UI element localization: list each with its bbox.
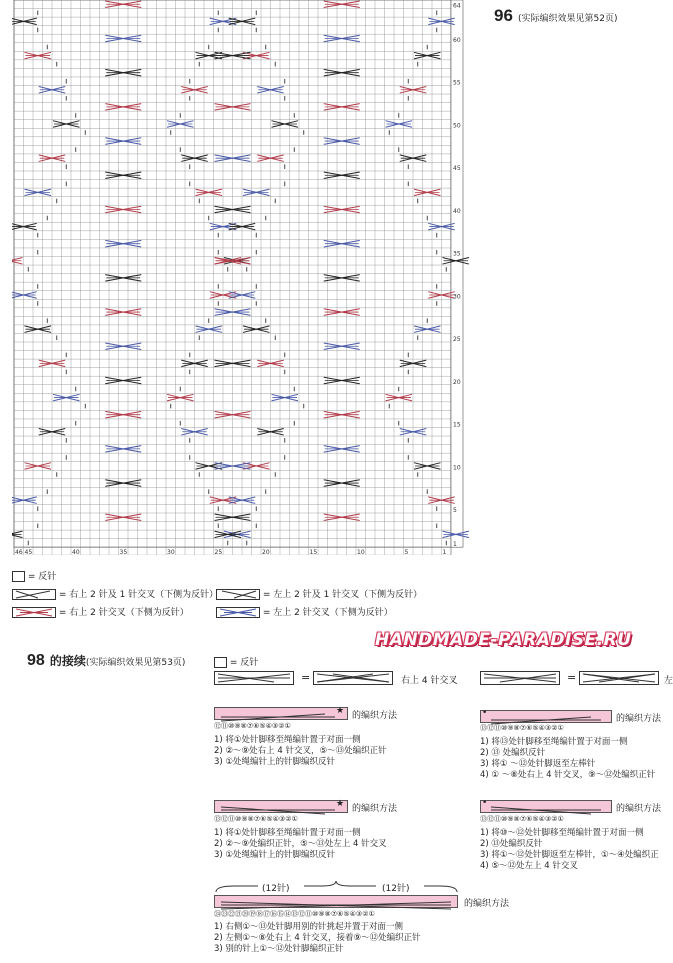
cable-4-symbol-a xyxy=(214,671,294,685)
method-diagram-4 xyxy=(480,800,612,813)
col-label: 1 xyxy=(442,549,447,555)
col-label: 15 xyxy=(309,549,318,555)
watermark: HANDMADE-PARADISE.RU xyxy=(375,630,632,650)
cable-right-label: 右上 4 针交叉 xyxy=(401,676,458,686)
method-label-1: 的编织方法 xyxy=(352,711,398,721)
row-label: 55 xyxy=(453,79,461,87)
stitch-numbers-1: ⑫⑪⑩⑨⑧⑦⑥⑤④③②① xyxy=(214,722,291,730)
row-label: 60 xyxy=(453,36,461,44)
stitch-numbers-5: ㉔㉓㉒㉑⑳⑲⑱⑰⑯⑮⑭⑬⑫⑪⑩⑨⑧⑦⑥⑤④③②① xyxy=(214,910,375,918)
span-label-right: (12针) xyxy=(382,884,410,894)
legend-item-2: = 左上 2 针及 1 针交叉（下侧为反针） xyxy=(216,587,422,600)
stitch-numbers-3: ⑬⑫⑪⑩⑨⑧⑦⑥⑤④③②① xyxy=(214,815,298,823)
chart-96-title: 96 (实际编织效果见第52页) xyxy=(494,6,618,25)
row-label: 1 xyxy=(453,541,457,549)
row-label: 50 xyxy=(453,122,461,130)
left-cable-2-1-icon xyxy=(216,589,260,600)
span-label-left: (12针) xyxy=(262,884,290,894)
cable-4-symbol-c xyxy=(480,671,560,685)
row-label: 15 xyxy=(453,421,461,429)
section-98-title: 98 的接续(实际编织效果见第53页) xyxy=(27,652,186,669)
row-label: 64 xyxy=(453,2,461,10)
method-steps-3: 1) 将①处针脚移至绳编针置于对面一侧 2) ②～⑨处编织正针，⑤～⑬处左上 4 针交叉 3) ①处绳编针上的针脚编织反针 xyxy=(214,828,387,860)
left-cable-2-2-icon xyxy=(216,607,260,618)
stitch-numbers-2: ⑬⑫⑪⑩⑨⑧⑦⑥⑤④③②① xyxy=(480,724,564,732)
method-label-2: 的编织方法 xyxy=(616,714,662,724)
method-label-4: 的编织方法 xyxy=(616,804,662,814)
knitting-chart-96 xyxy=(12,0,472,555)
right-cable-2-1-icon xyxy=(12,589,56,600)
method-steps-4: 1) 将⑩～⑫处针脚移至绳编针置于对面一侧 2) ⑬处编织反针 3) 将①～⑫处针脚返至左棒针，①～④处编织正 4) ⑤～⑫处左上 4 针交叉 xyxy=(480,828,659,871)
col-label: 46 xyxy=(15,549,23,555)
row-label: 45 xyxy=(453,165,461,172)
col-label: 20 xyxy=(262,549,270,555)
method-steps-1: 1) 将①处针脚移至绳编针置于对面一侧 2) ②～⑨处右上 4 针交叉，⑤～⑬处编织正针 3) ①处绳编针上的针脚编织反针 xyxy=(214,735,387,767)
legend-purl: = 反针 xyxy=(12,569,56,582)
method-label-5: 的编织方法 xyxy=(464,899,510,909)
cable-4-symbol-d xyxy=(579,671,659,685)
method-label-3: 的编织方法 xyxy=(352,804,398,814)
col-label: 35 xyxy=(119,549,128,555)
col-label: 45 xyxy=(24,549,33,555)
legend-item-4: = 左上 2 针交叉（下侧为反针） xyxy=(216,605,393,618)
star-icon: ★ xyxy=(336,706,345,716)
row-label: 40 xyxy=(453,207,461,215)
row-label: 35 xyxy=(453,250,461,258)
col-label: 25 xyxy=(214,549,223,555)
col-label: 40 xyxy=(72,549,80,555)
span-brace xyxy=(214,880,459,894)
right-cable-2-2-icon xyxy=(12,607,56,618)
stitch-numbers-4: ⑬⑫⑪⑩⑨⑧⑦⑥⑤④③②① xyxy=(480,815,564,823)
purl-symbol-icon xyxy=(12,571,25,582)
star-icon: ★ xyxy=(336,799,345,809)
row-label: 30 xyxy=(453,293,461,301)
method-steps-2: 1) 将⑬处针脚移至绳编针置于对面一侧 2) ⑬ 处编织反针 3) 将① ～⑫处针脚返至左棒针 4) ① ～⑧处右上 4 针交叉，⑨～⑫处编织正针 xyxy=(480,737,656,780)
purl-symbol-icon xyxy=(214,657,227,668)
legend-item-1: = 右上 2 针及 1 针交叉（下侧为反针） xyxy=(12,587,218,600)
dot-icon: • xyxy=(482,708,488,718)
col-label: 10 xyxy=(357,549,365,555)
col-label: 5 xyxy=(404,549,409,555)
cable-left-label: 左 xyxy=(664,676,673,686)
legend-item-3: = 右上 2 针交叉（下侧为反针） xyxy=(12,605,189,618)
method-diagram-1 xyxy=(214,707,348,720)
col-label: 30 xyxy=(167,549,175,555)
row-label: 10 xyxy=(453,464,461,472)
equals-sign: = xyxy=(301,671,311,684)
legend-98-purl: = 反针 xyxy=(214,655,258,668)
equals-sign: = xyxy=(567,671,577,684)
row-label: 5 xyxy=(453,507,457,514)
row-label: 25 xyxy=(453,336,461,343)
dot-icon: • xyxy=(482,798,488,808)
method-diagram-5 xyxy=(214,895,458,908)
row-label: 20 xyxy=(453,378,461,386)
cable-4-symbol-b xyxy=(313,671,393,685)
method-diagram-3 xyxy=(214,800,348,813)
method-steps-5: 1) 右侧①～⑬处针脚用别的针挑起并置于对面一侧 2) 左侧①～⑧处右上 4 针交叉，接着⑨～⑫处编织正针 3) 别的针上①～⑫处针脚编织正针 xyxy=(214,922,421,954)
method-diagram-2 xyxy=(480,710,612,723)
